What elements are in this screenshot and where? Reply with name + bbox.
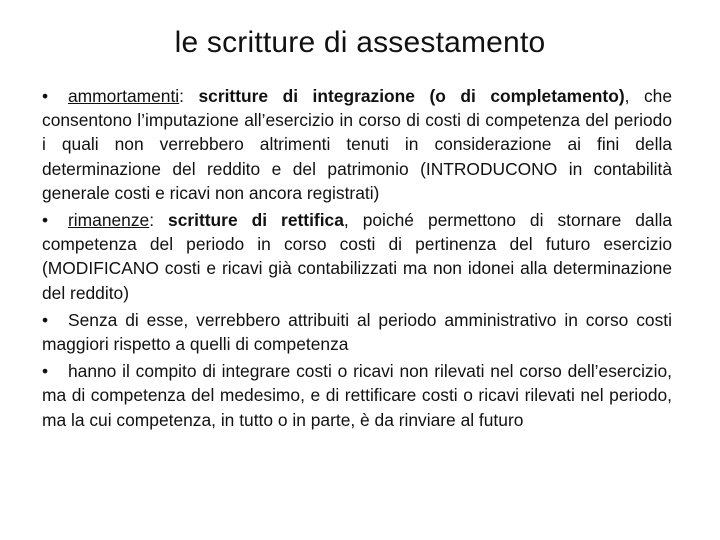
item-text: , che consentono l’imputazione all’esercizio in corso di costi di competenza del periodo i quali non verrebbero altrimenti tenuti in considerazione ai fini della determinazione del reddito e del patrimonio (INTRODUCONO in contabilità generale costi e ricavi non ancora registrati) — [42, 86, 673, 203]
bold-phrase-rettifica: scritture di rettifica — [168, 210, 344, 231]
separator: : — [179, 86, 199, 106]
bullet-item-rimanenze — [42, 208, 672, 305]
bullet-item-ammortamenti — [42, 84, 672, 205]
item-text: hanno il compito di integrare costi o ricavi non rilevati nel corso dell’esercizio, ma di competenza del medesimo, e di rettificare costi o ricavi rilevati nel periodo, ma la cui competenza, in tutto o in parte, è da rinviare al futuro — [42, 361, 672, 430]
bold-phrase-integrazione: scritture di integrazione (o di completamento) — [198, 86, 625, 106]
item-text: , poiché permettono di stornare dalla competenza del periodo in corso costi di pertinenza del futuro esercizio (MODIFICANO costi e ricavi già contabilizzati ma non idonei alla determinazione del reddito) — [42, 210, 672, 303]
term-rimanenze: rimanenze — [68, 210, 150, 231]
bullet-marker: • — [42, 210, 49, 231]
bullet-item-senza-di-esse — [42, 308, 672, 356]
separator: : — [149, 210, 169, 231]
item-text: Senza di esse, verrebbero attribuiti al periodo amministrativo in corso costi maggiori rispetto a quelli di competenza — [42, 309, 672, 355]
bullet-list — [42, 84, 672, 435]
bullet-item-compito — [42, 359, 672, 432]
bullet-marker: • — [42, 361, 49, 382]
term-ammortamenti: ammortamenti — [68, 86, 180, 106]
bullet-marker: • — [42, 309, 49, 330]
bullet-marker: • — [42, 86, 49, 106]
slide-title: le scritture di assestamento — [174, 26, 546, 59]
